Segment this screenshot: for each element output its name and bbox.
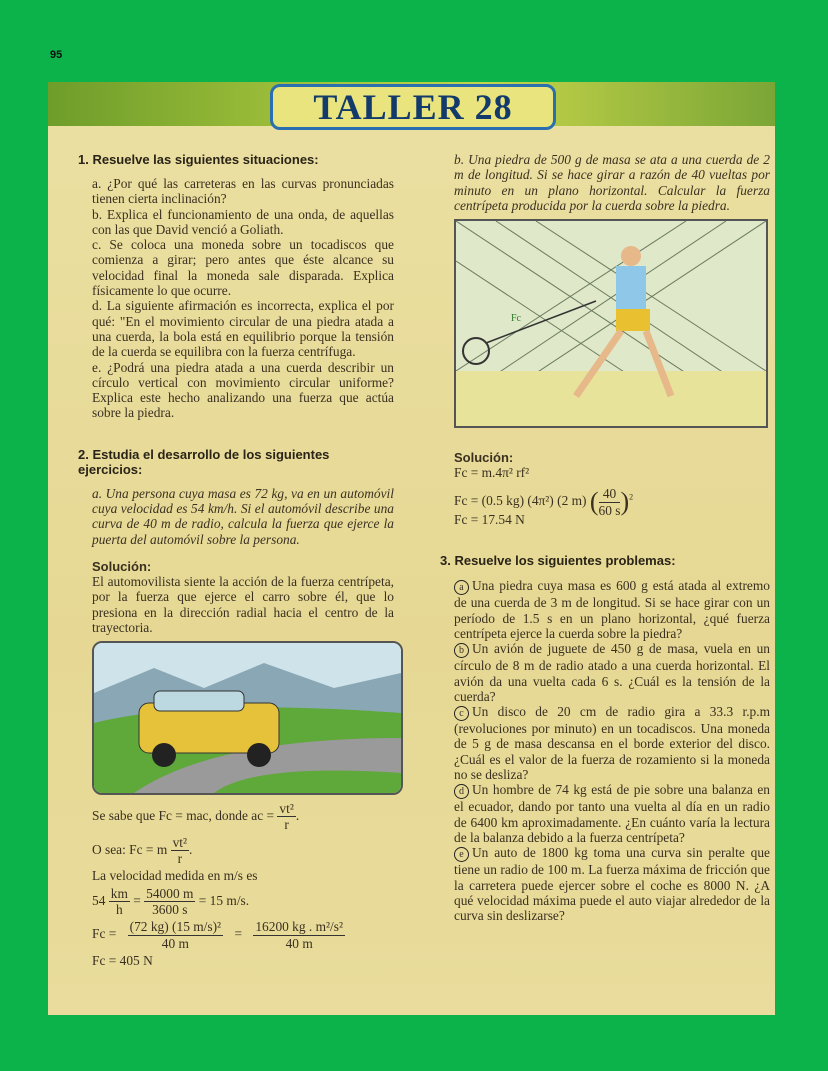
- eq-text: .: [189, 841, 193, 857]
- left-column: [78, 152, 394, 968]
- equation-b2: Fc = (0.5 kg) (4π²) (2 m) ( $\frac{40}{60 s}$ )$^2$: [454, 486, 634, 518]
- fraction: [599, 486, 621, 518]
- textbook-page: [48, 82, 775, 1015]
- fraction: [277, 801, 295, 833]
- problem-3d: [454, 782, 770, 845]
- problem-3a: [454, 578, 770, 641]
- right-column: [440, 152, 770, 923]
- problem-text: Un avión de juguete de 450 g de masa, vuela en un círculo de 8 m de radio atado a una cuerda horizontal. El avión da una vuelta cada 6 s. ¿Cuál es la tensión de la cuerda?: [454, 641, 770, 704]
- denominator: r: [284, 817, 289, 833]
- eq-text: O sea: Fc = m: [92, 841, 168, 857]
- solution-b-label: Solución:: [454, 450, 514, 466]
- equation-velocity: [92, 886, 394, 918]
- numerator: km: [110, 885, 128, 901]
- denominator: 3600 s: [152, 901, 188, 917]
- eq-text: Fc =: [92, 926, 117, 942]
- fraction: [253, 919, 345, 951]
- question-1c: c. Se coloca una moneda sobre un tocadiscos que comienza a girar; pero antes que éste alcance su velocidad final la moneda sale disparada. Explica físicamente lo que ocurre.: [92, 237, 394, 299]
- denominator: r: [177, 851, 183, 867]
- problem-3b: [454, 641, 770, 704]
- equation-result: Fc = 405 N: [92, 952, 153, 968]
- denominator: h: [115, 901, 123, 917]
- hammer-thrower-illustration: [454, 219, 768, 428]
- equation-fc-definition: [92, 801, 394, 833]
- circled-letter: a: [454, 580, 469, 595]
- question-1e: e. ¿Podrá una piedra atada a una cuerda describir un círculo vertical con movimiento circular uniforme? Explica este hecho analizando una fuerza que actúa sobre la piedra.: [92, 359, 394, 421]
- eq-text: .: [295, 808, 300, 823]
- solution-text: El automovilista siente la acción de la fuerza centrípeta, por la fuerza que ejerce el carro sobre él, que lo presiona en la dirección radial hacia el centro de la trayectoria.: [92, 573, 394, 635]
- circled-letter: b: [454, 643, 469, 658]
- problem-3c: [454, 704, 770, 782]
- equation-b1: Fc = m.4π² rf²: [454, 465, 530, 481]
- section-2-heading: 2. Estudia el desarrollo de los siguientes ejercicios:: [78, 446, 330, 477]
- section-1-heading: 1. Resuelve las siguientes situaciones:: [78, 152, 319, 167]
- solution-label: Solución:: [92, 558, 152, 574]
- exercise-2a: a. Una persona cuya masa es 72 kg, va en un automóvil cuya velocidad es 54 km/h. Si el automóvil describe una curva de 40 m de radio, calcula la fuerza que ejerce la puerta del automóvil sobre la persona.: [92, 485, 394, 547]
- equation-fc-substituted: [92, 835, 394, 867]
- numerator: 40: [599, 486, 621, 502]
- force-label: Fc: [511, 313, 521, 325]
- question-1a: a. ¿Por qué las carreteras en las curvas pronunciadas tienen cierta inclinación?: [92, 176, 394, 207]
- exercise-2b: b. Una piedra de 500 g de masa se ata a una cuerda de 2 m de longitud. Si se hace girar a razón de 40 vueltas por minuto en un plano horizontal. Calcular la fuerza centrípeta producida por la cuerda sobre la piedra.: [454, 152, 770, 213]
- page-number: 95: [50, 49, 63, 61]
- eq-text: Se sabe que Fc = mac, donde ac =: [92, 808, 275, 823]
- numerator: vt²: [279, 801, 294, 817]
- problem-text: Un disco de 20 cm de radio gira a 33.3 r.p.m (revoluciones por minuto) en un tocadiscos. Una moneda de 5 g de masa descansa en el borde exterior del disco. ¿Cuál es el valor de la fuerza de rozamiento si la moneda no se desliza?: [454, 704, 770, 783]
- fraction: [109, 886, 130, 918]
- fraction: [144, 886, 195, 918]
- velocity-text: La velocidad medida en m/s es: [92, 868, 258, 884]
- eq-text: 54: [92, 892, 106, 908]
- numerator: vt²: [172, 834, 188, 850]
- circled-letter: d: [454, 784, 469, 799]
- equation-b3: Fc = 17.54 N: [454, 512, 525, 528]
- question-1d: d. La siguiente afirmación es incorrecta, explica el por qué: "En el movimiento circular de una piedra atada a una cuerda, la bola está en equilibrio porque la tensión de la cuerda se equilibra con la fuerza centrífuga.: [92, 298, 394, 360]
- fraction: [128, 919, 223, 951]
- eq-text: =: [234, 926, 242, 942]
- problem-text: Una piedra cuya masa es 600 g está atada al extremo de una cuerda de 3 m de longitud. Si se hace girar con un período de 1.5 s en un plano horizontal, ¿qué fuerza centrípeta ejerce la cuerda sobre la piedra?: [454, 578, 770, 641]
- problem-text: Un auto de 1800 kg toma una curva sin peralte que tiene un radio de 100 m. La fuerza máxima de fricción que la carretera puede ejercer sobre el coche es 8000 N. ¿A qué velocidad máxima puede el auto viajar alrededor de la curva sin deslizarse?: [454, 845, 770, 924]
- fraction: [171, 835, 189, 867]
- page-title: TALLER 28: [270, 84, 556, 130]
- car-illustration: [92, 641, 403, 795]
- circled-letter: e: [454, 847, 469, 862]
- eq-text: =: [133, 892, 141, 908]
- denominator: 40 m: [285, 935, 313, 951]
- numerator: 16200 kg . m²/s²: [255, 919, 343, 935]
- numerator: 54000 m: [146, 885, 194, 901]
- problem-text: Un hombre de 74 kg está de pie sobre una balanza en el ecuador, dando por tanto una vuelta al día en un radio de 6400 km aproximadamente. ¿En cuánto varía la lectura de la balanza debido a la fuerza centrípeta?: [454, 782, 770, 845]
- denominator: 40 m: [161, 935, 189, 951]
- section-3-heading: 3. Resuelve los siguientes problemas:: [440, 553, 676, 569]
- numerator: (72 kg) (15 m/s)²: [129, 919, 222, 935]
- problem-3e: [454, 845, 770, 923]
- question-1b: b. Explica el funcionamiento de una onda, de aquellas con las que David venció a Goliath.: [92, 206, 394, 237]
- denominator: 60 s: [598, 502, 621, 518]
- eq-text: = 15 m/s.: [198, 892, 250, 908]
- eq-text: Fc = (0.5 kg) (4π²) (2 m): [454, 493, 587, 509]
- equation-force: [92, 919, 394, 951]
- exponent: 2: [629, 492, 634, 502]
- circled-letter: c: [454, 706, 469, 721]
